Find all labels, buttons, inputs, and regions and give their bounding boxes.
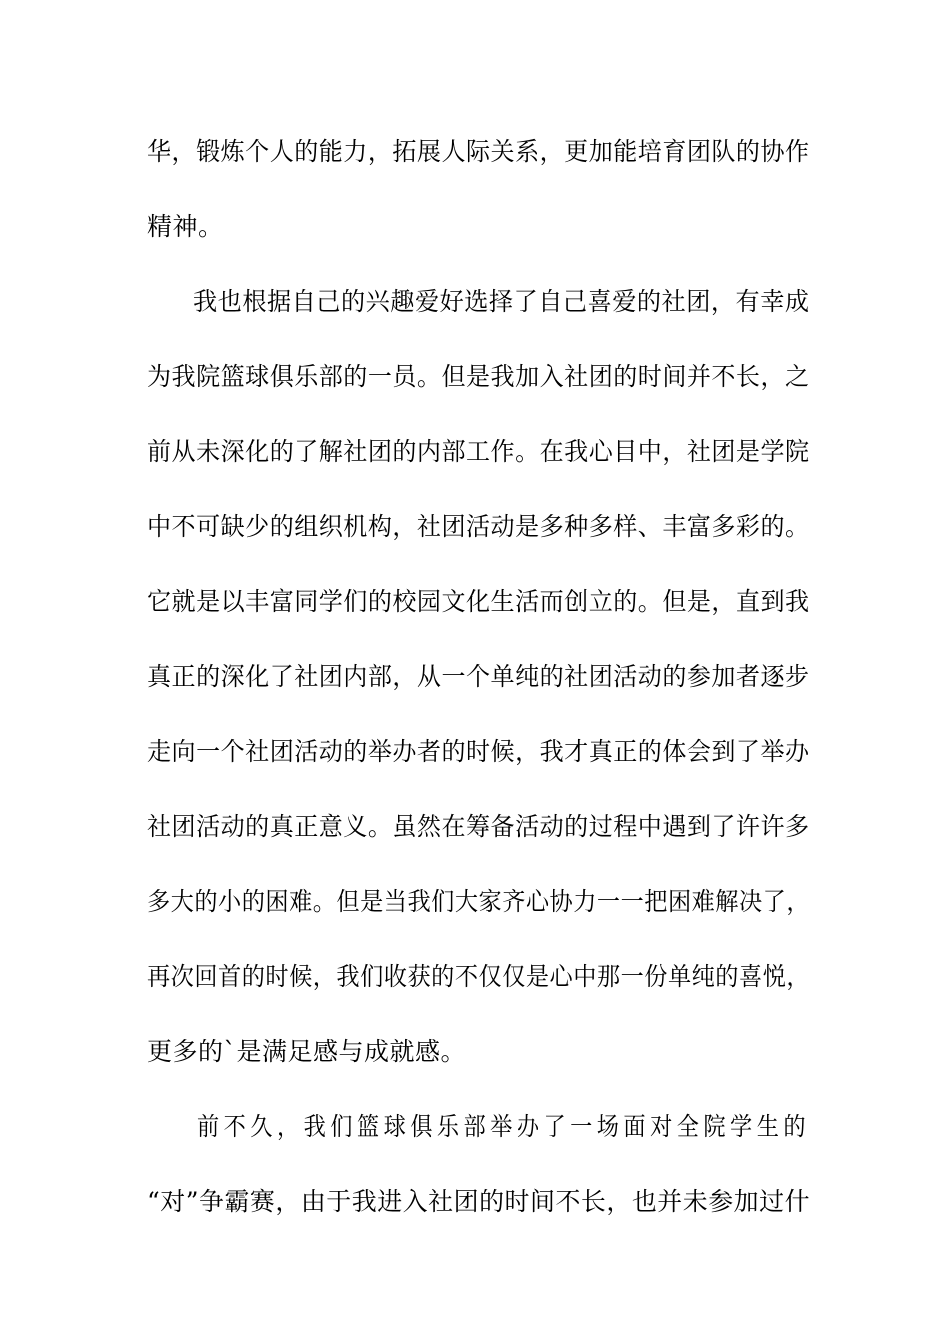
text-line-10: 社团活动的真正意义。虽然在筹备活动的过程中遇到了许许多 (147, 812, 810, 841)
text-line-3: 我也根据自己的兴趣爱好选择了自己喜爱的社团，有幸成 (193, 287, 810, 316)
text-line-6: 中不可缺少的组织机构，社团活动是多种多样、丰富多彩的。 (147, 512, 810, 541)
text-line-7: 它就是以丰富同学们的校园文化生活而创立的。但是，直到我 (147, 587, 810, 616)
text-line-8: 真正的深化了社团内部，从一个单纯的社团活动的参加者逐步 (147, 662, 810, 691)
text-line-1: 华，锻炼个人的能力，拓展人际关系，更加能培育团队的协作 (147, 137, 810, 166)
text-line-14: 前不久，我们篮球俱乐部举办了一场面对全院学生的 (197, 1112, 811, 1141)
text-line-5: 前从未深化的了解社团的内部工作。在我心目中，社团是学院 (147, 437, 810, 466)
text-line-9: 走向一个社团活动的举办者的时候，我才真正的体会到了举办 (147, 737, 810, 766)
text-line-15: “对”争霸赛，由于我进入社团的时间不长，也并未参加过什 (147, 1187, 811, 1216)
text-line-4: 为我院篮球俱乐部的一员。但是我加入社团的时间并不长，之 (147, 362, 810, 391)
text-line-13: 更多的`是满足感与成就感。 (147, 1037, 467, 1066)
text-line-2: 精神。 (147, 212, 224, 241)
text-line-11: 多大的小的困难。但是当我们大家齐心协力一一把困难解决了， (147, 887, 811, 916)
text-line-12: 再次回首的时候，我们收获的不仅仅是心中那一份单纯的喜悦， (147, 962, 811, 991)
